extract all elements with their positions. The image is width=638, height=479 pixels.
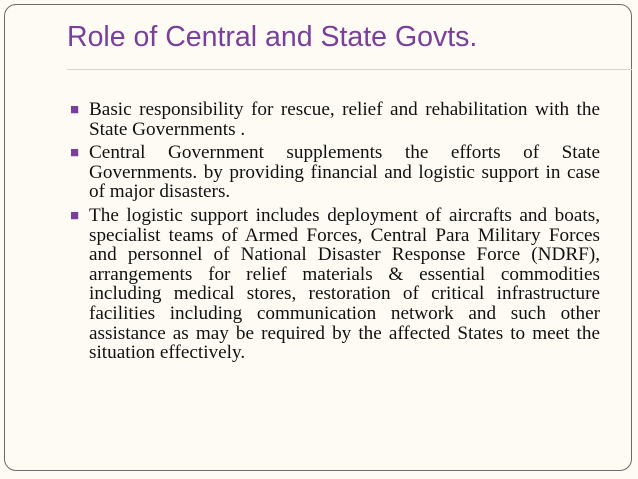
bullet-item: [70, 206, 600, 363]
title-divider: [67, 69, 632, 70]
bullet-square-icon: ■: [70, 102, 80, 118]
slide-title: Role of Central and State Govts.: [67, 21, 478, 53]
bullet-square-icon: ■: [70, 207, 80, 224]
bullet-text: Central Government supplements the efforts of State Governments. by providing financial and logistic support in case of major disasters.: [89, 142, 600, 203]
bullet-text: Basic responsibility for rescue, relief and rehabilitation with the State Governments .: [89, 99, 600, 140]
bullet-text: The logistic support includes deployment of aircrafts and boats, specialist teams of Armed Forces, Central Para Military Forces and personnel of National Disaster Response Force (NDRF), arrangements for relief materials & essential commodities including medical stores, restoration of critical infrastructure facilities including communication network and such other assistance as may be required by the affected States to meet the situation effectively.: [89, 204, 600, 364]
bullet-list: [70, 100, 600, 367]
bullet-square-icon: ■: [70, 145, 80, 162]
bullet-item: [70, 143, 600, 202]
bullet-item: [70, 100, 600, 139]
